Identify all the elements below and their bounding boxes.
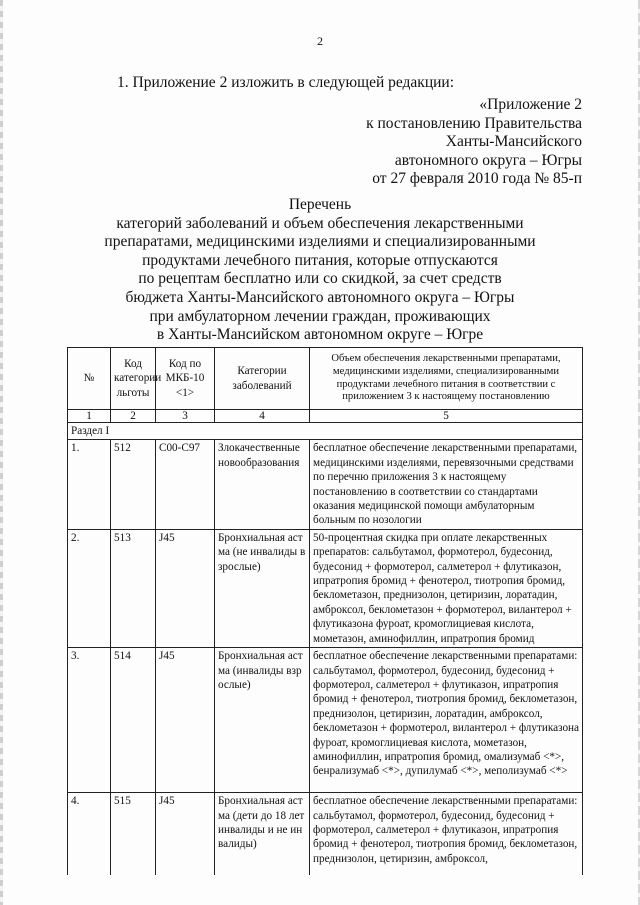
section-label: Раздел I — [68, 423, 583, 440]
row-benefit-code: 515 — [111, 793, 156, 875]
row-provision-volume: бесплатное обеспечение лекарственными препаратами: сальбутамол, формотерол, будесонид, будесонид + формотерол, салметерол + флутиказон, ипратропия бромид + фенотерол, тиотропия бромид, беклометазон, преднизолон, цетиризин, амброксол, — [310, 793, 583, 875]
row-disease-category: Бронхиальная астма (инвалиды взрослые) — [215, 648, 310, 793]
title-line: продуктами лечебного питания, которые отпускаются — [142, 251, 498, 269]
column-number: 4 — [215, 410, 310, 423]
title-line: при амбулаторном лечении граждан, проживающих — [149, 307, 491, 325]
title-line: категорий заболеваний и объем обеспечения лекарственными — [116, 214, 524, 232]
row-mkb-code: J45 — [156, 793, 215, 875]
header-no: № — [68, 348, 111, 410]
title-line: по рецептам бесплатно или со скидкой, за счет средств — [138, 270, 502, 288]
row-number: 3. — [68, 648, 111, 793]
appendix-line: автономного округа – Югры — [394, 151, 582, 169]
row-benefit-code: 512 — [111, 440, 156, 529]
header-disease-category: Категории заболеваний — [215, 348, 310, 410]
column-number: 1 — [68, 410, 111, 423]
appendix-line: к постановлению Правительства — [366, 114, 582, 132]
appendix-line: от 27 февраля 2010 года № 85-п — [372, 170, 582, 187]
amendment-intro: 1. Приложение 2 изложить в следующей редакции: — [117, 74, 455, 91]
column-number-row — [68, 410, 583, 423]
row-benefit-code: 513 — [111, 529, 156, 647]
row-mkb-code: J45 — [156, 529, 215, 647]
column-number: 5 — [310, 410, 583, 423]
column-number: 3 — [156, 410, 215, 423]
header-mkb-code: Код по МКБ-10 <1> — [156, 348, 215, 410]
row-disease-category: Бронхиальная астма (дети до 18 лет инвалиды и не инвалиды) — [215, 793, 310, 875]
row-provision-volume: бесплатное обеспечение лекарственными препаратами, медицинскими изделиями, перевязочными средствами по перечню приложения 3 к настоящему постановлению в соответствии со стандартами оказания медицинской помощи амбулаторным больным по нозологии — [310, 440, 583, 529]
table-row — [68, 648, 583, 793]
row-provision-volume: бесплатное обеспечение лекарственными препаратами: сальбутамол, формотерол, будесонид, будесонид + формотерол, салметерол + флутиказон, ипратропия бромид + фенотерол, тиотропия бромид, беклометазон, преднизолон, цетиризин, лоратадин, амброксол, беклометазон + формотерол, вилантерол + флутиказона фуроат, кромоглициевая кислота, мометазон, аминофиллин, ипратропия бромид, омализумаб <*>, бенрализумаб <*>, дупилумаб <*>, меполизумаб <*> — [310, 648, 583, 793]
header-provision-volume: Объем обеспечения лекарственными препаратами, медицинскими изделиями, специализированными продуктами лечебного питания в соответствии с приложением 3 к настоящему постановлению — [310, 348, 583, 410]
table-row — [68, 440, 583, 529]
title-line: Перечень — [288, 196, 352, 213]
table-header-row — [68, 348, 583, 410]
appendix-line: «Приложение 2 — [479, 96, 582, 113]
page-number: 2 — [317, 34, 323, 48]
row-number: 4. — [68, 793, 111, 875]
table-row — [68, 529, 583, 647]
row-mkb-code: C00-C97 — [156, 440, 215, 529]
appendix-reference — [366, 96, 582, 189]
row-mkb-code: J45 — [156, 648, 215, 793]
appendix-line: Ханты-Мансийского — [445, 133, 582, 150]
table-row — [68, 793, 583, 875]
scan-edge-left — [0, 0, 3, 905]
benefits-table — [67, 347, 583, 875]
title-line: в Ханты-Мансийском автономном округе – Югре — [156, 326, 484, 344]
header-benefit-code: Код категории льготы — [111, 348, 156, 410]
row-number: 2. — [68, 529, 111, 647]
title-line: бюджета Ханты-Мансийского автономного округа – Югры — [125, 288, 515, 306]
row-number: 1. — [68, 440, 111, 529]
row-disease-category: Бронхиальная астма (не инвалиды взрослые) — [215, 529, 310, 647]
section-row — [68, 423, 583, 440]
document-title — [0, 196, 640, 345]
row-benefit-code: 514 — [111, 648, 156, 793]
title-line: препаратами, медицинскими изделиями и специализированными — [104, 233, 536, 251]
row-provision-volume: 50-процентная скидка при оплате лекарственных препаратов: сальбутамол, формотерол, будесонид, будесонид + формотерол, салметерол + флутиказон, ипратропия бромид + фенотерол, тиотропия бромид, беклометазон, преднизолон, цетиризин, лоратадин, амброксол, беклометазон + формотерол, вилантерол + флутиказона фуроат, кромоглициевая кислота, мометазон, аминофиллин, ипратропия бромид — [310, 529, 583, 647]
column-number: 2 — [111, 410, 156, 423]
row-disease-category: Злокачественные новообразования — [215, 440, 310, 529]
